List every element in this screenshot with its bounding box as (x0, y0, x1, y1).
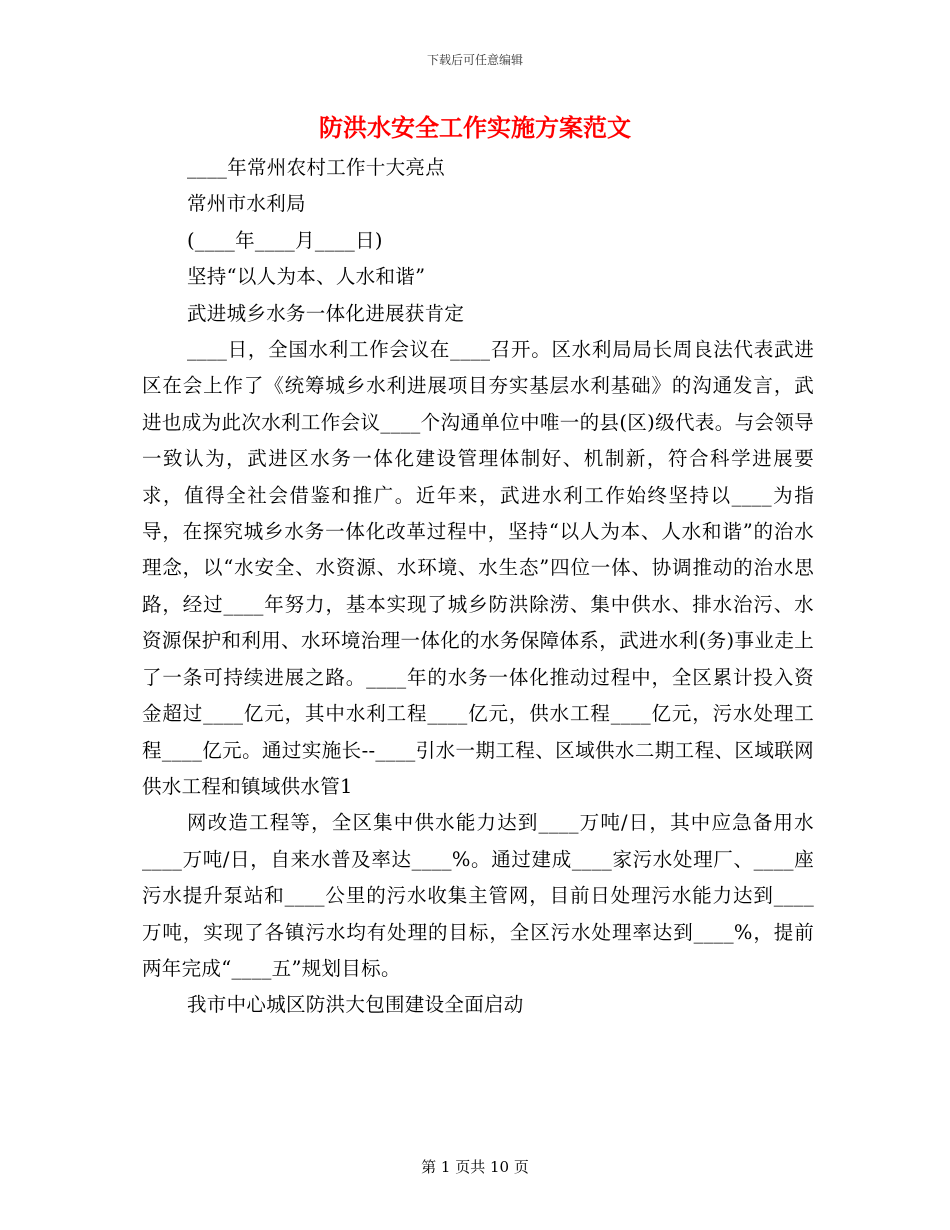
page-header-note: 下载后可任意编辑 (426, 53, 523, 67)
author-line: 常州市水利局 (187, 192, 306, 216)
body-paragraph: ____日，全国水利工作会议在____召开。区水利局局长周良法代表武进区在会上作了《统筹城乡水利进展项目夯实基层水利基础》的沟通发言，武进也成为此次水利工作会议____个沟通单位中唯一的县(区)级代表。与会领导一致认为，武进区水务一体化建设管理体制好、机制新，符合科学进展要求，值得全社会借鉴和推广。近年来，武进水利工作始终坚持以____为指导，在探究城乡水务一体化改革过程中，坚持“以人为本、人水和谐”的治水理念，以“水安全、水资源、水环境、水生态”四位一体、协调推动的治水思路，经过____年努力，基本实现了城乡防洪除涝、集中供水、排水治污、水资源保护和利用、水环境治理一体化的水务保障体系，武进水利(务)事业走上了一条可持续进展之路。____年的水务一体化推动过程中，全区累计投入资金超过____亿元，其中水利工程____亿元，供水工程____亿元，污水处理工程____亿元。通过实施长--____引水一期工程、区域供水二期工程、区域联网供水工程和镇域供水管1 (142, 338, 814, 798)
document-body (142, 150, 814, 1024)
document-title: 防洪水安全工作实施方案范文 (319, 113, 631, 142)
subtitle-line: ____年常州农村工作十大亮点 (187, 156, 445, 179)
slogan-line: 坚持“以人为本、人水和谐” (187, 265, 426, 289)
page-footer: 第 1 页共 10 页 (421, 1158, 529, 1176)
body-paragraph: 网改造工程等，全区集中供水能力达到____万吨/日，其中应急备用水____万吨/日，自来水普及率达____%。通过建成____家污水处理厂、____座污水提升泵站和____公里的污水收集主管网，目前日处理污水能力达到____万吨，实现了各镇污水均有处理的目标，全区污水处理率达到____%，提前两年完成“____五”规划目标。 (142, 811, 814, 980)
section-heading: 我市中心城区防洪大包围建设全面启动 (187, 993, 524, 1017)
date-line: (____年____月____日) (187, 228, 383, 252)
section-heading: 武进城乡水务一体化进展获肯定 (187, 301, 465, 325)
